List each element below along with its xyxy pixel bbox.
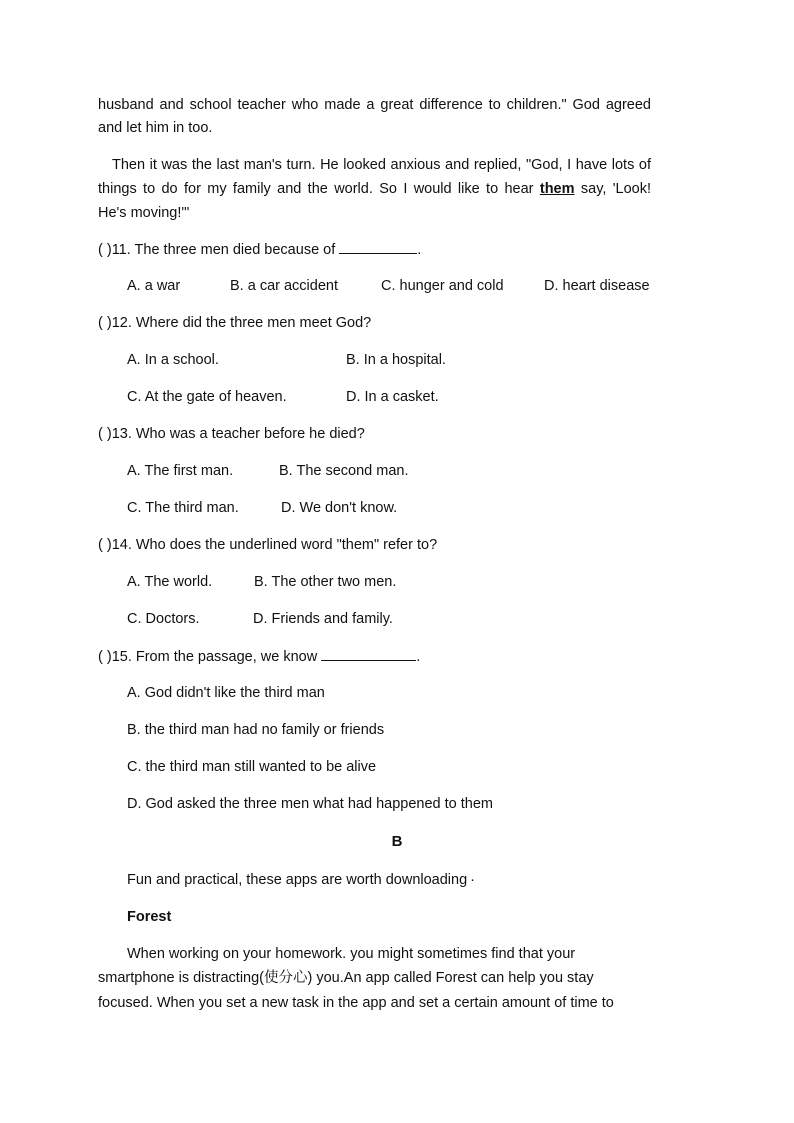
passage-a-line: Then it was the last man's turn. He looked anxious and replied, "God, I have lots of <box>112 157 651 173</box>
option[interactable]: B. The second man. <box>279 463 409 479</box>
option[interactable]: A. In a school. <box>127 352 219 368</box>
section-b-line: focused. When you set a new task in the app and set a certain amount of time to <box>98 995 614 1011</box>
section-intro: Fun and practical, these apps are worth downloading · <box>127 872 475 888</box>
option[interactable]: C. Doctors. <box>127 611 200 627</box>
answer-blank[interactable] <box>321 646 416 661</box>
answer-bracket[interactable]: ( ) <box>98 649 112 665</box>
answer-bracket[interactable]: ( ) <box>98 315 112 331</box>
option[interactable]: A. The first man. <box>127 463 234 479</box>
section-heading: B <box>391 833 403 850</box>
option[interactable]: D. Friends and family. <box>253 611 393 627</box>
option[interactable]: D. God asked the three men what had happened to them <box>127 796 493 812</box>
answer-bracket[interactable]: ( ) <box>98 537 112 553</box>
passage-a-line-with-underline: things to do for my family and the world. So I would like to hear them say, 'Look! <box>98 181 651 197</box>
option[interactable]: B. a car accident <box>230 278 338 294</box>
passage-a-line: He's moving!'" <box>98 205 190 221</box>
option[interactable]: A. God didn't like the third man <box>127 685 325 701</box>
question-13: ( )13. Who was a teacher before he died? <box>98 426 365 442</box>
question-14: ( )14. Who does the underlined word "them" refer to? <box>98 537 438 553</box>
section-b-line: smartphone is distracting(使分心) you.An app called Forest can help you stay <box>98 970 594 986</box>
option[interactable]: D. We don't know. <box>281 500 398 516</box>
answer-bracket[interactable]: ( ) <box>98 426 112 442</box>
option[interactable]: A. a war <box>127 278 181 294</box>
option[interactable]: C. hunger and cold <box>381 278 504 294</box>
passage-a-line: husband and school teacher who made a great difference to children." God agreed <box>98 97 651 113</box>
underlined-word-them: them <box>539 181 575 197</box>
question-15: ( )15. From the passage, we know . <box>98 646 420 667</box>
option[interactable]: B. the third man had no family or friends <box>127 722 385 738</box>
option[interactable]: C. the third man still wanted to be alive <box>127 759 377 775</box>
section-b-line: When working on your homework. you might sometimes find that your <box>127 946 576 962</box>
option[interactable]: D. In a casket. <box>346 389 439 405</box>
app-title: Forest <box>127 909 172 925</box>
option[interactable]: C. The third man. <box>127 500 239 516</box>
option[interactable]: B. In a hospital. <box>346 352 446 368</box>
answer-bracket[interactable]: ( ) <box>98 242 112 258</box>
answer-blank[interactable] <box>339 239 417 254</box>
question-12: ( )12. Where did the three men meet God? <box>98 315 372 331</box>
question-11: ( )11. The three men died because of . <box>98 239 421 260</box>
option[interactable]: C. At the gate of heaven. <box>127 389 287 405</box>
passage-a-line: and let him in too. <box>98 120 213 136</box>
option[interactable]: A. The world. <box>127 574 213 590</box>
option[interactable]: B. The other two men. <box>254 574 397 590</box>
option[interactable]: D. heart disease <box>544 278 650 294</box>
